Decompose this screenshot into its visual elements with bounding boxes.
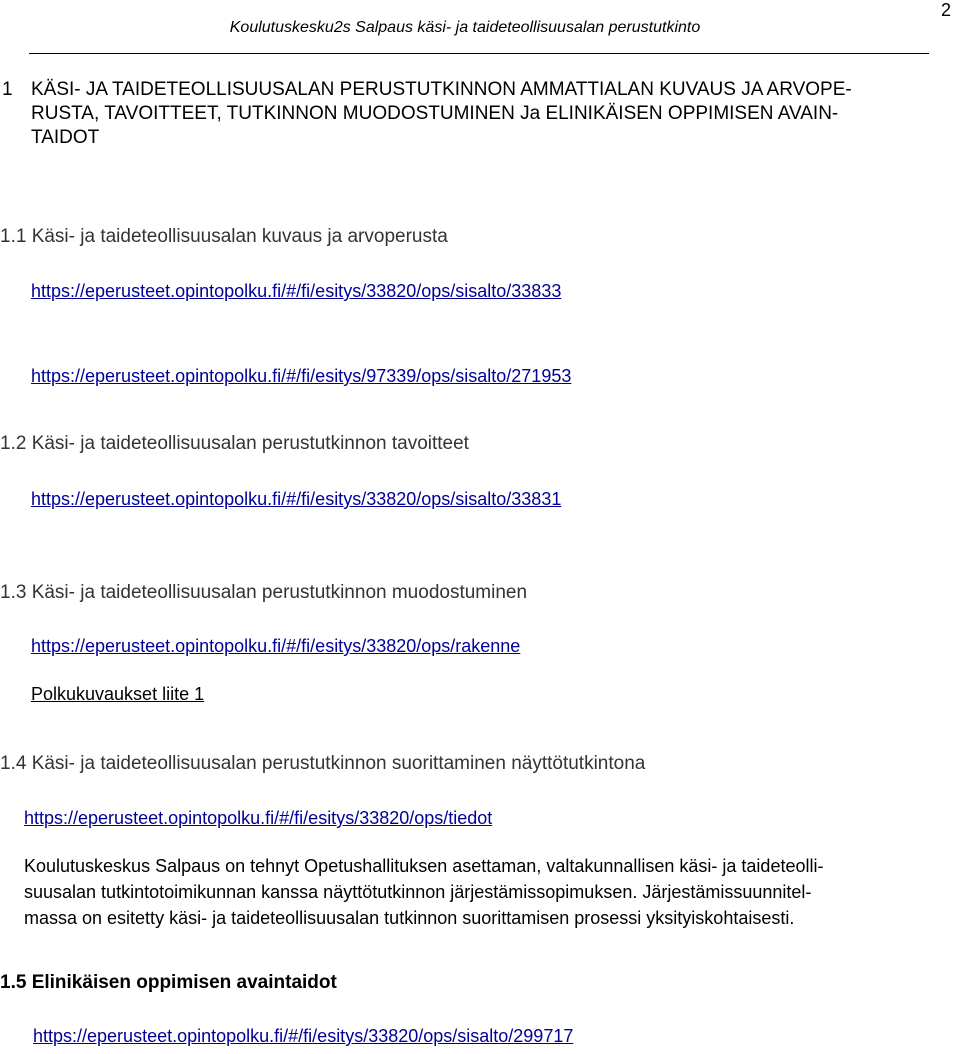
- section-heading-1-2: 1.2 Käsi- ja taideteollisuusalan perustutkinnon tavoitteet: [0, 433, 469, 454]
- paragraph-line: massa on esitetty käsi- ja taideteollisuusalan tutkinnon suorittamisen prosessi yksityiskohtaisesti.: [24, 908, 795, 928]
- appendix-link[interactable]: Polkukuvaukset liite 1: [31, 684, 205, 704]
- section-link[interactable]: https://eperusteet.opintopolku.fi/#/fi/esitys/33820/ops/rakenne: [31, 636, 521, 656]
- running-header: Koulutuskesku2s Salpaus käsi- ja taideteollisuusalan perustutkinto: [229, 19, 701, 36]
- paragraph-line: suusalan tutkintotoimikunnan kanssa näyttötutkinnon järjestämissopimuksen. Järjestämissuunnitel-: [24, 882, 812, 902]
- section-link[interactable]: https://eperusteet.opintopolku.fi/#/fi/esitys/33820/ops/sisalto/299717: [33, 1026, 574, 1046]
- section-link[interactable]: https://eperusteet.opintopolku.fi/#/fi/esitys/33820/ops/sisalto/33833: [31, 281, 562, 301]
- chapter-title-line: KÄSI- JA TAIDETEOLLISUUSALAN PERUSTUTKINNON AMMATTIALAN KUVAUS JA ARVOPE-: [31, 79, 852, 100]
- chapter-title-line: TAIDOT: [31, 127, 100, 148]
- body-paragraph: [24, 853, 944, 931]
- chapter-number: 1: [2, 79, 13, 100]
- section-heading-1-1: 1.1 Käsi- ja taideteollisuusalan kuvaus ja arvoperusta: [0, 226, 448, 247]
- section-link[interactable]: https://eperusteet.opintopolku.fi/#/fi/esitys/97339/ops/sisalto/271953: [31, 366, 572, 386]
- header-rule: [29, 53, 929, 54]
- section-heading-1-4: 1.4 Käsi- ja taideteollisuusalan perustutkinnon suorittaminen näyttötutkintona: [0, 753, 646, 774]
- section-heading-1-3: 1.3 Käsi- ja taideteollisuusalan perustutkinnon muodostuminen: [0, 582, 528, 603]
- chapter-title-line: RUSTA, TAVOITTEET, TUTKINNON MUODOSTUMINEN Ja ELINIKÄISEN OPPIMISEN AVAIN-: [31, 103, 839, 124]
- paragraph-line: Koulutuskeskus Salpaus on tehnyt Opetushallituksen asettaman, valtakunnallisen käsi- ja taideteolli-: [24, 856, 824, 876]
- page-number: 2: [941, 0, 952, 20]
- section-heading-1-5: 1.5 Elinikäisen oppimisen avaintaidot: [0, 972, 337, 993]
- section-link[interactable]: https://eperusteet.opintopolku.fi/#/fi/esitys/33820/ops/sisalto/33831: [31, 489, 562, 509]
- section-link[interactable]: https://eperusteet.opintopolku.fi/#/fi/esitys/33820/ops/tiedot: [24, 808, 493, 828]
- chapter-heading: [0, 78, 955, 150]
